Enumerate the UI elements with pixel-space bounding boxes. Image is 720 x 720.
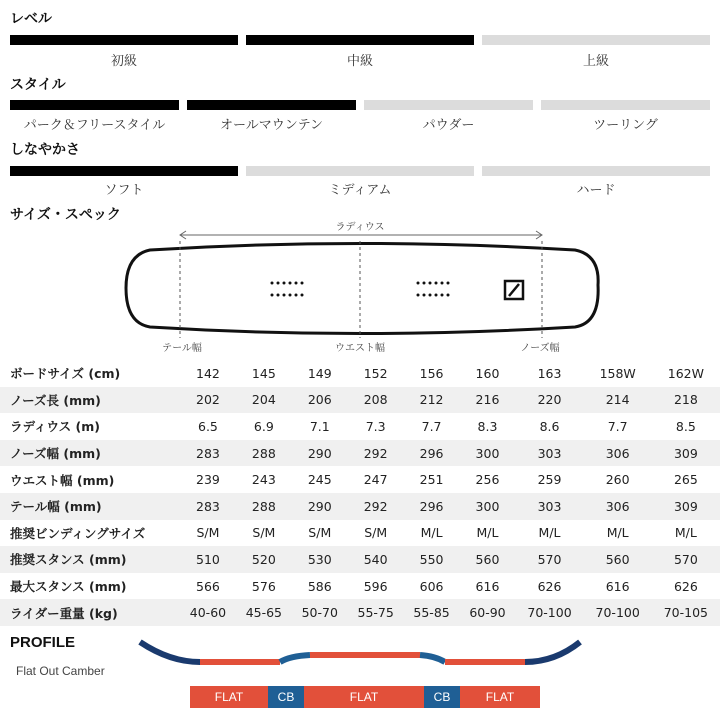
table-cell: 296 [404, 440, 460, 467]
table-cell: 586 [307, 578, 332, 594]
table-cell: 251 [419, 472, 444, 488]
style-option-label: オールマウンテン [219, 118, 324, 133]
table-row [0, 573, 720, 600]
table-cell: 616 [605, 578, 630, 594]
table-cell: 8.3 [477, 418, 498, 434]
row-header: ノーズ幅 (mm) [0, 440, 180, 467]
table-cell: 152 [363, 365, 388, 381]
row-header: ライダー重量 (kg) [0, 599, 180, 626]
nose-width-label: ノーズ幅 [520, 343, 560, 354]
table-cell: M/L [420, 525, 443, 541]
style-title: スタイル [10, 77, 66, 93]
profile-name: Flat Out Camber [16, 664, 105, 678]
table-cell: 296 [404, 493, 460, 520]
table-cell: 8.5 [675, 418, 696, 434]
table-cell: 560 [584, 546, 652, 573]
row-header: ボードサイズ (cm) [10, 366, 121, 382]
table-cell: 7.1 [309, 418, 330, 434]
spec-table [0, 360, 720, 626]
table-cell: S/M [308, 525, 332, 541]
table-cell: 540 [348, 546, 404, 573]
style-option-label: パウダー [422, 118, 475, 133]
table-cell: 283 [180, 440, 236, 467]
table-row [0, 413, 720, 440]
table-cell: 202 [180, 387, 236, 414]
table-cell: 292 [348, 493, 404, 520]
table-cell: 40-60 [180, 599, 236, 626]
table-cell: 70-100 [584, 599, 652, 626]
table-cell: 510 [180, 546, 236, 573]
level-bar-1 [10, 35, 238, 45]
table-cell: M/L [476, 525, 499, 541]
table-cell: 220 [515, 387, 583, 414]
flex-bar-3 [482, 166, 710, 176]
table-cell: 247 [363, 472, 388, 488]
table-cell: 283 [180, 493, 236, 520]
table-cell: 288 [236, 440, 292, 467]
table-cell: 570 [652, 546, 720, 573]
table-cell: 218 [652, 387, 720, 414]
table-cell: 243 [251, 472, 276, 488]
table-cell: 309 [652, 440, 720, 467]
table-cell: 290 [292, 493, 348, 520]
level-option-label: 初級 [110, 54, 137, 69]
table-cell: S/M [364, 525, 388, 541]
table-cell: 300 [460, 440, 516, 467]
table-cell: 50-70 [292, 599, 348, 626]
table-cell: 55-75 [348, 599, 404, 626]
table-row [0, 466, 720, 493]
row-header: 推奨スタンス (mm) [0, 546, 180, 573]
row-header: ラディウス (m) [10, 419, 100, 435]
style-option-label: パーク＆フリースタイル [23, 118, 166, 133]
table-cell: 256 [475, 472, 500, 488]
table-cell: 306 [584, 440, 652, 467]
table-cell: 309 [652, 493, 720, 520]
table-cell: 55-85 [404, 599, 460, 626]
profile-segment-cb: CB [424, 686, 460, 708]
tail-width-label: テール幅 [162, 343, 202, 354]
level-option-label: 中級 [346, 54, 373, 69]
table-cell: 550 [404, 546, 460, 573]
table-cell: 145 [251, 365, 276, 381]
row-header: テール幅 (mm) [0, 493, 180, 520]
table-cell: 530 [292, 546, 348, 573]
table-cell: 208 [348, 387, 404, 414]
table-cell: 520 [236, 546, 292, 573]
table-cell: 265 [673, 472, 698, 488]
table-cell: 6.9 [253, 418, 274, 434]
table-cell: 142 [196, 365, 220, 381]
table-cell: 303 [515, 493, 583, 520]
table-cell: S/M [196, 525, 220, 541]
table-row [0, 493, 720, 520]
table-cell: 626 [673, 578, 698, 594]
level-option-label: 上級 [582, 54, 609, 69]
table-cell: 149 [307, 365, 332, 381]
row-header: 最大スタンス (mm) [10, 579, 127, 595]
radius-label: ラディウス [335, 222, 385, 233]
waist-width-label: ウエスト幅 [335, 343, 385, 354]
table-row [0, 520, 720, 547]
table-cell: 560 [460, 546, 516, 573]
table-cell: 288 [236, 493, 292, 520]
table-cell: 259 [537, 472, 562, 488]
flex-option-label: ハード [576, 183, 616, 198]
table-cell: 606 [419, 578, 444, 594]
table-cell: 160 [475, 365, 500, 381]
table-cell: 6.5 [198, 418, 218, 434]
table-cell: 212 [404, 387, 460, 414]
table-cell: 60-90 [460, 599, 516, 626]
style-bar-2 [187, 100, 356, 110]
table-cell: M/L [538, 525, 561, 541]
table-cell: 570 [515, 546, 583, 573]
level-bar-2 [246, 35, 474, 45]
style-option-label: ツーリング [593, 118, 658, 133]
table-cell: 245 [307, 472, 332, 488]
style-bar-3 [364, 100, 533, 110]
table-row [0, 599, 720, 626]
table-cell: 70-100 [515, 599, 583, 626]
table-row [0, 440, 720, 467]
table-cell: 7.3 [365, 418, 386, 434]
board-diagram [0, 215, 720, 360]
table-cell: 626 [537, 578, 562, 594]
table-cell: 8.6 [539, 418, 560, 434]
table-cell: S/M [252, 525, 276, 541]
table-cell: 204 [236, 387, 292, 414]
table-cell: 300 [460, 493, 516, 520]
table-cell: 616 [475, 578, 500, 594]
table-cell: 566 [196, 578, 220, 594]
row-header: ノーズ長 (mm) [0, 387, 180, 414]
table-row [0, 546, 720, 573]
table-cell: 162W [667, 365, 704, 381]
style-bar-1 [10, 100, 179, 110]
table-cell: 7.7 [421, 418, 442, 434]
level-title: レベル [10, 11, 52, 27]
profile-title: PROFILE [10, 634, 76, 651]
table-cell: 216 [460, 387, 516, 414]
table-cell: 576 [251, 578, 276, 594]
style-bar-4 [541, 100, 710, 110]
table-cell: 158W [599, 365, 636, 381]
table-cell: 596 [363, 578, 388, 594]
table-cell: M/L [674, 525, 697, 541]
table-cell: 214 [584, 387, 652, 414]
table-row [0, 360, 720, 387]
table-cell: 290 [292, 440, 348, 467]
table-cell: 306 [584, 493, 652, 520]
level-bar-3 [482, 35, 710, 45]
flex-bar-1 [10, 166, 238, 176]
table-cell: 260 [605, 472, 630, 488]
profile-segment-flat: FLAT [190, 686, 268, 708]
size-spec-title: サイズ・スペック [10, 207, 121, 223]
table-cell: 156 [419, 365, 444, 381]
row-header: ウエスト幅 (mm) [10, 472, 115, 488]
flex-option-label: ソフト [104, 183, 144, 198]
profile-segment-flat: FLAT [460, 686, 540, 708]
table-cell: 292 [348, 440, 404, 467]
table-cell: 70-105 [652, 599, 720, 626]
table-cell: 163 [537, 365, 562, 381]
table-cell: 45-65 [236, 599, 292, 626]
profile-segment-flat: FLAT [304, 686, 424, 708]
table-cell: 7.7 [607, 418, 628, 434]
profile-diagram [130, 632, 590, 682]
board-outline [126, 244, 598, 334]
table-row [0, 387, 720, 414]
table-cell: 239 [196, 472, 220, 488]
table-cell: 303 [515, 440, 583, 467]
row-header: 推奨ビンディングサイズ [10, 525, 146, 541]
table-cell: 206 [292, 387, 348, 414]
flex-title: しなやかさ [10, 142, 80, 158]
flex-bar-2 [246, 166, 474, 176]
table-cell: M/L [606, 525, 629, 541]
profile-segment-cb: CB [268, 686, 304, 708]
flex-option-label: ミディアム [328, 183, 392, 198]
